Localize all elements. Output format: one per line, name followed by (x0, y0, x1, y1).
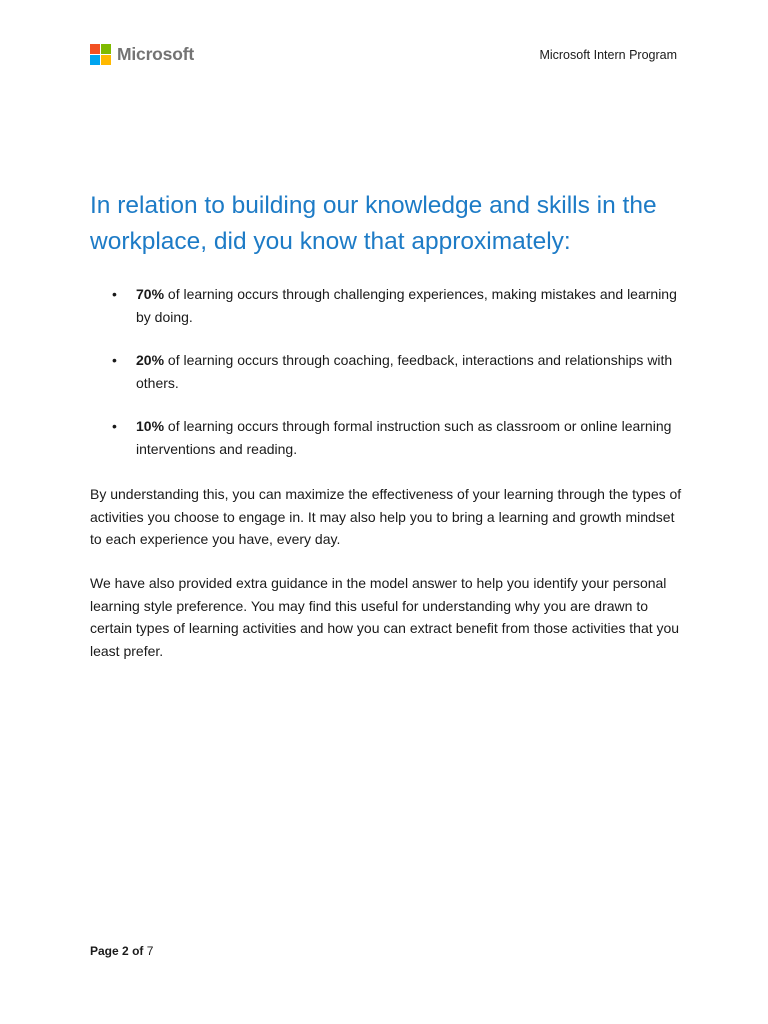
program-name: Microsoft Intern Program (539, 48, 677, 62)
paragraph: By understanding this, you can maximize the effectiveness of your learning through the types of activities you choose to engage in. It may also help you to bring a learning and growth mindset to each experience you have, every day. (90, 486, 682, 547)
logo-square-red (90, 44, 100, 54)
stat-percent: 10% (136, 418, 165, 434)
page-total: 7 (146, 944, 154, 958)
stat-text: of learning occurs through challenging experiences, making mistakes and learning by doing. (136, 286, 677, 325)
logo-square-yellow (101, 55, 111, 65)
page-of-label: of (132, 944, 144, 958)
stat-text: of learning occurs through coaching, feedback, interactions and relationships with others. (136, 352, 673, 391)
logo-text: Microsoft (117, 44, 194, 64)
list-item (90, 283, 690, 328)
bullet-icon: • (112, 352, 117, 368)
stat-text: of learning occurs through formal instruction such as classroom or online learning interventions and reading. (136, 418, 672, 457)
logo-square-green (101, 44, 111, 54)
page-number (90, 944, 153, 958)
stat-percent: 70% (136, 286, 165, 302)
page-heading: In relation to building our knowledge and skills in the workplace, did you know that approximately: (90, 192, 657, 255)
bullet-icon: • (112, 418, 117, 434)
list-item (90, 349, 690, 394)
page-label: Page (90, 944, 119, 958)
logo-square-blue (90, 55, 100, 65)
stat-percent: 20% (136, 352, 165, 368)
list-item (90, 415, 690, 460)
page-current: 2 (122, 944, 129, 958)
learning-stats-list (90, 283, 690, 481)
bullet-icon: • (112, 286, 117, 302)
microsoft-logo-icon (90, 44, 111, 65)
microsoft-logo (90, 44, 194, 65)
paragraph: We have also provided extra guidance in the model answer to help you identify your personal learning style preference. You may find this useful for understanding why you are drawn to certain types of learning activities and how you can extract benefit from those activities that you least prefer. (90, 575, 680, 659)
